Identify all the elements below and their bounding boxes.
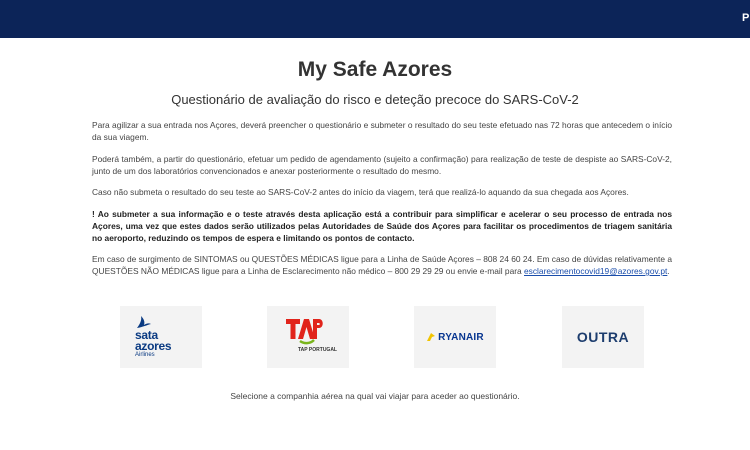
- airlines-wordmark: Airlines: [135, 352, 155, 358]
- page-title: My Safe Azores: [297, 58, 453, 81]
- intro-paragraph-2: Poderá também, a partir do questionário, efetuar um pedido de agendamento (sujeito a confirmação) para realização de teste de despiste ao SARS-CoV-2, junto de um dos laboratórios convencionados e anexar posteriormente o resultado do mesmo.: [92, 153, 672, 176]
- airline-other-button[interactable]: [562, 306, 644, 368]
- header-menu-text[interactable]: P: [742, 12, 750, 24]
- page-subtitle: Questionário de avaliação do risco e deteção precoce do SARS-CoV-2: [171, 92, 579, 107]
- contacts-end: .: [667, 266, 670, 276]
- tap-mark-icon: [286, 317, 326, 345]
- ryanair-harp-icon: [426, 332, 436, 342]
- email-link[interactable]: esclarecimentocovid19@azores.gov.pt: [524, 266, 668, 276]
- contacts-text: Em caso de surgimento de SINTOMAS ou QUESTÕES MÉDICAS ligue para a Linha de Saúde Açores – 808 24 60 24. Em caso de dúvidas relativamente a QUESTÕES NÃO MÉDICAS ligue para a Linha de Esclarecimento não médico – 800 29 29 29 ou envie e-mail para: [92, 254, 672, 276]
- azores-wordmark: azores: [135, 339, 172, 353]
- intro-content: [92, 119, 672, 287]
- airline-selector: [120, 306, 644, 368]
- ryanair-logo: [426, 332, 484, 343]
- intro-paragraph-warning: ! Ao submeter a sua informação e o teste através desta aplicação está a contribuir para simplificar e acelerar o seu processo de entrada nos Açores, uma vez que estes dados serão utilizados pelas Autoridades de Saúde dos Açores para facilitar os procedimentos de triagem sanitária no aeroporto, reduzindo os tempos de espera e limitando os pontos de contacto.: [92, 208, 672, 243]
- sata-logo: [131, 314, 191, 360]
- intro-paragraph-contacts: [92, 253, 672, 277]
- airline-sata-button[interactable]: [120, 306, 202, 368]
- airline-ryanair-button[interactable]: [414, 306, 496, 368]
- intro-paragraph-1: Para agilizar a sua entrada nos Açores, deverá preencher o questionário e submeter o resultado do seu teste efetuado nas 72 horas que antecedem o início da sua viagem.: [92, 120, 672, 142]
- other-airline-label: OUTRA: [576, 329, 630, 345]
- sata-wordmark: sata: [135, 328, 158, 342]
- tap-portugal-wordmark: TAP PORTUGAL: [298, 347, 337, 353]
- selection-instruction: Selecione a companhia aérea na qual vai viajar para aceder ao questionário.: [230, 391, 520, 401]
- airline-tap-button[interactable]: [267, 306, 349, 368]
- top-header-bar: [0, 0, 750, 38]
- ryanair-wordmark: RYANAIR: [438, 331, 484, 343]
- intro-paragraph-3: Caso não submeta o resultado do seu teste ao SARS-CoV-2 antes do início da viagem, terá que realizá-lo aquando da sua chegada aos Açores.: [92, 187, 629, 197]
- tap-logo: [278, 317, 338, 357]
